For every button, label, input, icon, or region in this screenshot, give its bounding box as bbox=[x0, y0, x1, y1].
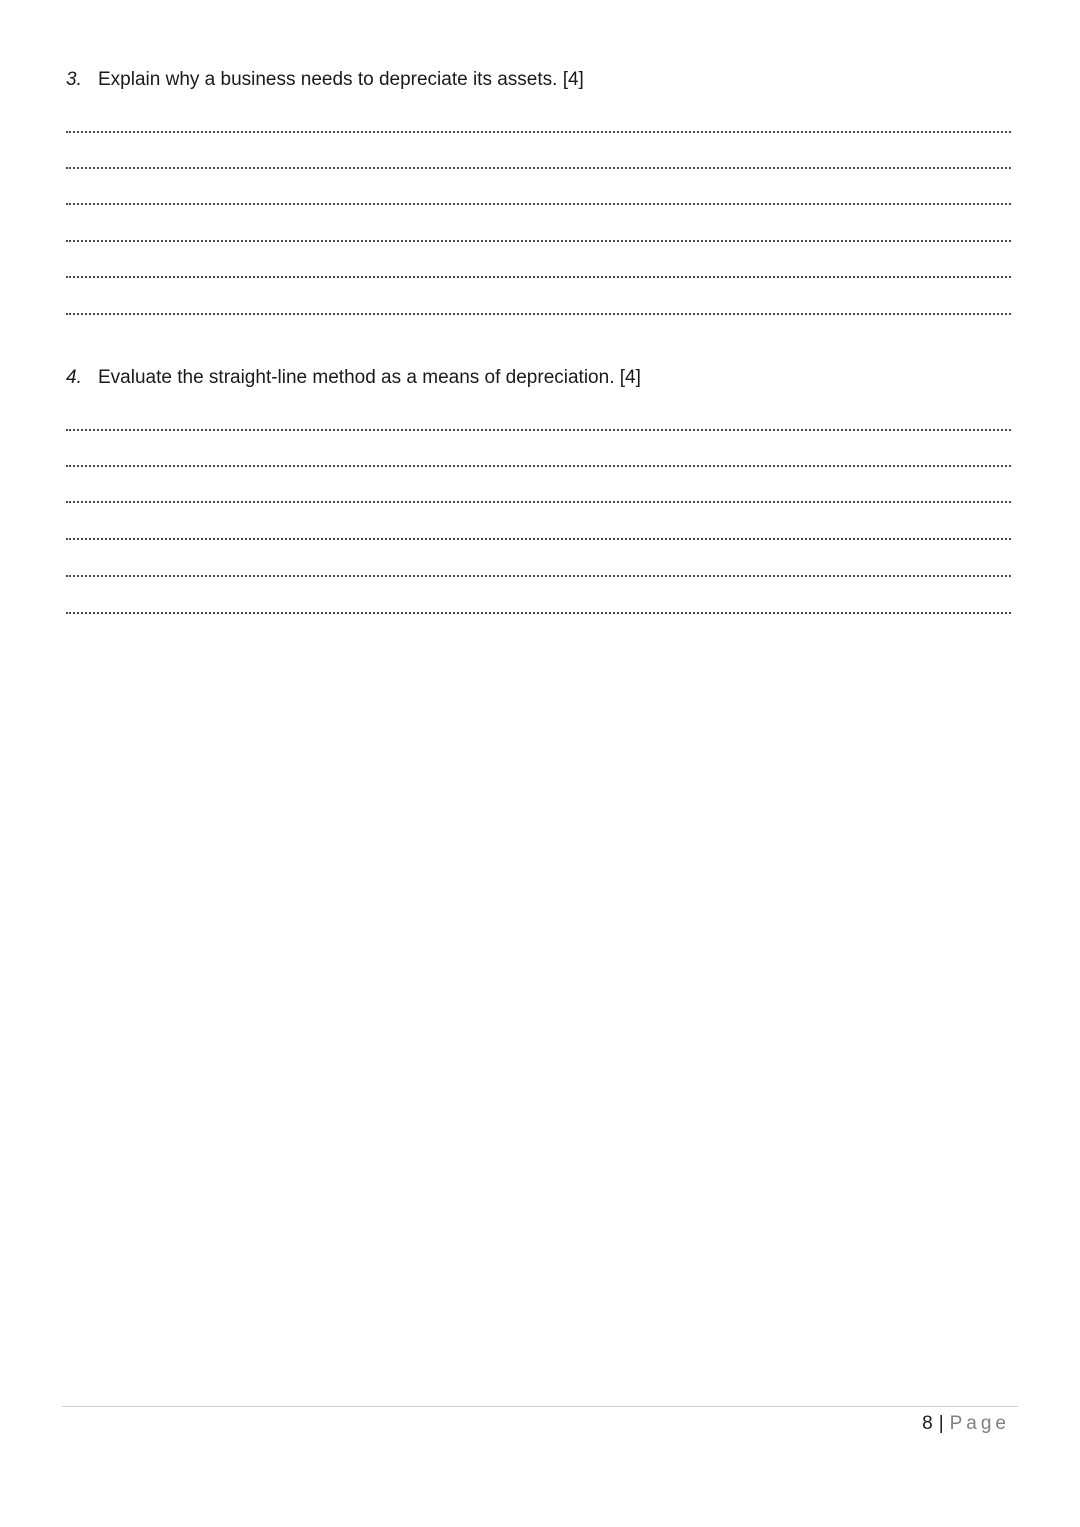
question-text: Explain why a business needs to depreciate its assets. [4] bbox=[98, 69, 584, 90]
page-footer bbox=[922, 1412, 1010, 1436]
page-number: 8 bbox=[922, 1413, 933, 1434]
answer-line bbox=[66, 276, 1011, 278]
answer-line bbox=[66, 167, 1011, 169]
answer-line bbox=[66, 429, 1011, 431]
question-number: 3. bbox=[66, 69, 82, 90]
answer-line bbox=[66, 501, 1011, 503]
answer-line bbox=[66, 612, 1011, 614]
footer-divider bbox=[62, 1406, 1018, 1407]
page-label: Page bbox=[949, 1413, 1010, 1434]
answer-line bbox=[66, 313, 1011, 315]
question-4 bbox=[66, 366, 641, 390]
question-3 bbox=[66, 68, 584, 92]
answer-line bbox=[66, 240, 1011, 242]
answer-line bbox=[66, 203, 1011, 205]
answer-line bbox=[66, 575, 1011, 577]
answer-line bbox=[66, 538, 1011, 540]
answer-line bbox=[66, 131, 1011, 133]
question-number: 4. bbox=[66, 367, 82, 388]
answer-line bbox=[66, 465, 1011, 467]
footer-separator: | bbox=[938, 1413, 944, 1434]
question-text: Evaluate the straight-line method as a means of depreciation. [4] bbox=[98, 367, 641, 388]
